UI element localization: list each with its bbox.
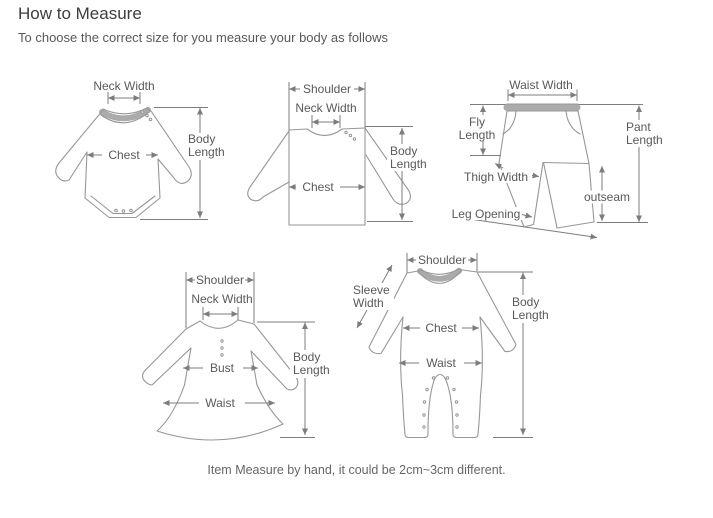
label-chest: Chest — [108, 148, 140, 162]
diagram-top — [248, 82, 431, 225]
label-body-length-line1: Body — [188, 132, 216, 146]
label-sleeve-width-line2: Width — [353, 296, 384, 310]
dress-outline — [143, 320, 298, 440]
label-waist: Waist — [426, 356, 456, 370]
label-body-length-line2: Length — [293, 363, 330, 377]
label-neck-width: Neck Width — [295, 101, 357, 115]
label-neck-width: Neck Width — [93, 79, 155, 93]
diagram-dress — [143, 272, 332, 440]
label-chest: Chest — [302, 180, 334, 194]
label-leg-opening: Leg Opening — [451, 207, 521, 221]
page-title: How to Measure — [18, 4, 142, 23]
label-chest: Chest — [425, 321, 457, 335]
label-shoulder: Shoulder — [417, 253, 467, 267]
label-fly-length-line2: Length — [458, 128, 496, 142]
label-body-length-line2: Length — [512, 308, 549, 322]
label-fly-length-line1: Fly — [469, 115, 485, 129]
label-bust: Bust — [209, 361, 235, 375]
label-waist-width: Waist Width — [509, 78, 573, 92]
bodysuit-labels — [93, 79, 227, 162]
label-pant-length-line2: Length — [626, 133, 663, 147]
label-shoulder: Shoulder — [195, 273, 245, 287]
romper-labels — [350, 253, 551, 370]
page-subtitle: To choose the correct size for you measure your body as follows — [18, 30, 388, 45]
footer-note: Item Measure by hand, it could be 2cm~3cm different. — [207, 463, 506, 477]
label-pant-length-line1: Pant — [626, 120, 651, 134]
label-body-length-line2: Length — [188, 145, 225, 159]
label-body-length-line1: Body — [390, 144, 418, 158]
top-outline — [248, 128, 411, 225]
label-neck-width: Neck Width — [191, 292, 253, 306]
label-thigh-width: Thigh Width — [463, 170, 529, 184]
measurement-diagrams — [0, 60, 713, 460]
label-waist: Waist — [205, 396, 235, 410]
label-body-length-line2: Length — [390, 157, 427, 171]
label-outseam: outseam — [583, 190, 631, 204]
diagram-bodysuit — [56, 79, 227, 220]
diagram-romper — [350, 253, 551, 438]
diagram-pants — [451, 78, 664, 238]
top-labels — [295, 82, 431, 194]
label-shoulder: Shoulder — [302, 82, 352, 96]
label-sleeve-width-line1: Sleeve — [353, 283, 390, 297]
bodysuit-outline — [56, 108, 192, 218]
label-body-length-line1: Body — [293, 350, 321, 364]
label-body-length-line1: Body — [512, 295, 540, 309]
dress-labels — [191, 273, 332, 410]
shoulder-button — [141, 111, 144, 114]
